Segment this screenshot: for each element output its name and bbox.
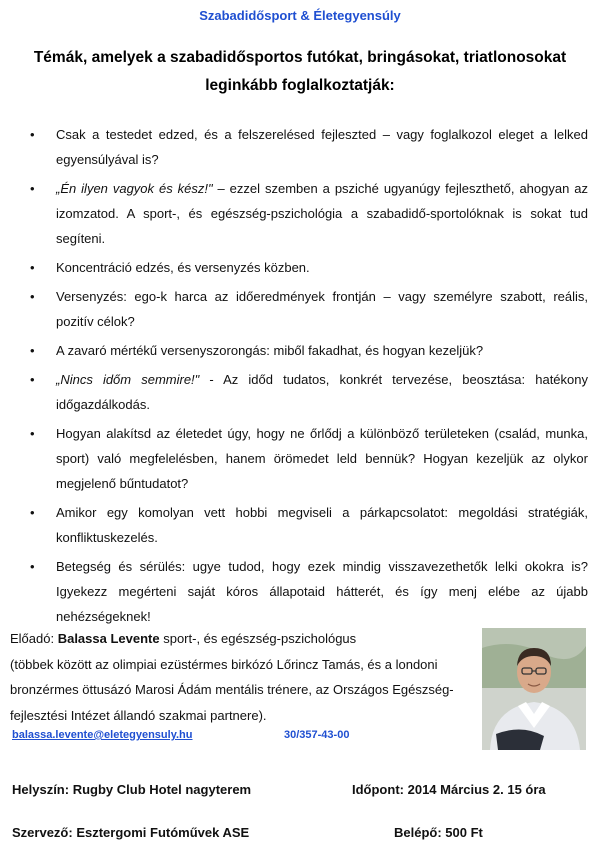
list-item xyxy=(0,421,600,496)
list-item xyxy=(0,284,600,334)
organization-header: Szabadidősport & Életegyensúly xyxy=(199,8,401,23)
title-line-1: Témák, amelyek a szabadidősportos futókat, bringásokat, triatlonosokat xyxy=(33,49,567,66)
speaker-photo xyxy=(482,628,586,750)
time-value: 2014 Március 2. 15 óra xyxy=(407,782,546,797)
speaker-label: Előadó: xyxy=(10,631,58,646)
email-link[interactable]: balassa.levente@eletegyensuly.hu xyxy=(12,729,193,741)
list-item xyxy=(0,500,600,550)
list-item xyxy=(0,338,600,363)
bullet-icon: • xyxy=(30,260,35,275)
contact-row xyxy=(12,729,482,741)
list-item xyxy=(0,367,600,417)
bullet-icon: • xyxy=(30,505,35,520)
topic-text: - Az időd tudatos, konkrét tervezése, beosztása: hatékony időgazdálkodás. xyxy=(56,372,588,412)
topic-text: Amikor egy komolyan vett hobbi megviseli a párkapcsolatot: megoldási stratégiák, konfliktuskezelés. xyxy=(56,505,588,545)
topic-lead: „Én ilyen vagyok és kész!" – xyxy=(56,181,225,196)
venue-label: Helyszín: xyxy=(12,782,70,797)
speaker-name: Balassa Levente xyxy=(57,631,160,646)
topic-text: Csak a testedet edzed, és a felszerelésed fejleszted – vagy foglalkozol eleget a lelked egyensúlyával is? xyxy=(56,127,588,167)
fee-label: Belépő: xyxy=(394,825,442,840)
speaker-portrait-icon xyxy=(482,628,586,750)
topic-text: Hogyan alakítsd az életedet úgy, hogy ne őrlődj a különböző területeken (család, munka, sport) való megfelelésben, hanem örömedet leld bennük? Hogyan kezeljük az olykor megjelenő bűntudatot? xyxy=(56,426,588,491)
topic-text: ezzel szemben a psziché ugyanúgy fejleszthető, ahogyan az izomzatod. A sport-, és egészség-pszichológia a szabadidő-sportolóknak is sokat tud segíteni. xyxy=(56,181,588,246)
fee-value: 500 Ft xyxy=(445,825,483,840)
page-title xyxy=(6,44,594,100)
venue-time-row xyxy=(12,782,592,797)
organizer-value: Esztergomi Futóművek ASE xyxy=(76,825,250,840)
speaker-bio: (többek között az olimpiai ezüstérmes birkózó Lőrincz Tamás, és a londoni bronzérmes öttusázó Marosi Ádám mentális trénere, az Országos Egészség-fejlesztési Intézet állandó szakmai partnere). xyxy=(10,656,454,723)
bullet-icon: • xyxy=(30,559,35,574)
bullet-icon: • xyxy=(30,127,35,142)
title-line-2: leginkább foglalkoztatják: xyxy=(205,77,395,94)
organizer-label: Szervező: xyxy=(12,825,73,840)
venue-value: Rugby Club Hotel nagyterem xyxy=(72,782,252,797)
bullet-icon: • xyxy=(30,289,35,304)
topic-text: Betegség és sérülés: ugye tudod, hogy ezek mindig visszavezethetők lelki okokra is? Igyekezz megérteni saját kóros állapotaid hátterét, és így menj elébe az újabb nehézségeknek! xyxy=(56,559,588,624)
list-item xyxy=(0,122,600,172)
topic-list xyxy=(0,122,600,633)
list-item xyxy=(0,176,600,251)
speaker-role: sport-, és egészség-pszichológus xyxy=(159,631,357,646)
topic-text: A zavaró mértékű versenyszorongás: miből fakadhat, és hogyan kezeljük? xyxy=(56,343,484,358)
topic-lead: „Nincs időm semmire!" xyxy=(56,372,200,387)
organizer-fee-row xyxy=(12,825,592,840)
bullet-icon: • xyxy=(30,426,35,441)
bullet-icon: • xyxy=(30,372,35,387)
list-item xyxy=(0,554,600,629)
speaker-section xyxy=(10,626,480,728)
time-label: Időpont: xyxy=(352,782,404,797)
topic-text: Koncentráció edzés, és versenyzés közben. xyxy=(56,260,310,275)
topic-text: Versenyzés: ego-k harca az időeredmények frontján – vagy személyre szabott, reális, pozitív célok? xyxy=(56,289,588,329)
bullet-icon: • xyxy=(30,181,35,196)
bullet-icon: • xyxy=(30,343,35,358)
list-item xyxy=(0,255,600,280)
phone-number: 30/357-43-00 xyxy=(284,729,350,741)
